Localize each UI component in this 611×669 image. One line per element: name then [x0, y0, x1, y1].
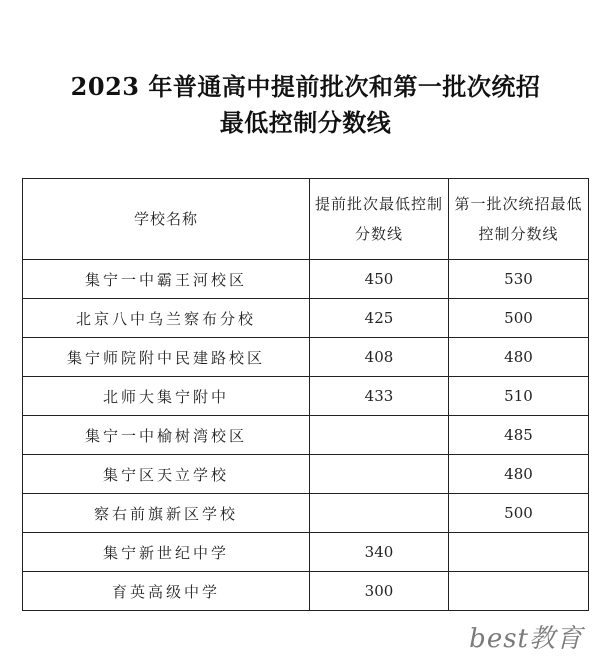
first-score-cell: 485 — [449, 416, 589, 455]
first-score-cell — [449, 533, 589, 572]
table-row — [23, 533, 589, 572]
first-score-cell: 480 — [449, 338, 589, 377]
early-score-cell: 450 — [310, 260, 449, 299]
early-score-cell: 340 — [310, 533, 449, 572]
early-score-cell: 425 — [310, 299, 449, 338]
early-score-cell: 408 — [310, 338, 449, 377]
table-header-row — [23, 179, 589, 260]
early-score-cell — [310, 494, 449, 533]
table-row — [23, 572, 589, 611]
table-row — [23, 416, 589, 455]
document-title-line-2: 最低控制分数线 — [219, 108, 392, 137]
first-score-cell: 480 — [449, 455, 589, 494]
school-name-cell: 育英高级中学 — [23, 572, 310, 611]
school-name-cell: 集宁新世纪中学 — [23, 533, 310, 572]
early-score-cell — [310, 416, 449, 455]
early-score-cell: 433 — [310, 377, 449, 416]
table-row — [23, 455, 589, 494]
table-row — [23, 377, 589, 416]
first-score-cell: 500 — [449, 494, 589, 533]
header-school-name: 学校名称 — [23, 179, 310, 260]
early-score-cell: 300 — [310, 572, 449, 611]
early-score-cell — [310, 455, 449, 494]
document-title-line-1: 2023 年普通高中提前批次和第一批次统招 — [70, 72, 541, 101]
school-name-cell: 集宁师院附中民建路校区 — [23, 338, 310, 377]
first-score-cell: 510 — [449, 377, 589, 416]
first-score-cell: 530 — [449, 260, 589, 299]
table-row — [23, 494, 589, 533]
table-row — [23, 260, 589, 299]
school-name-cell: 集宁一中榆树湾校区 — [23, 416, 310, 455]
header-first-batch: 第一批次统招最低控制分数线 — [449, 179, 589, 260]
watermark-logo: best教育 — [469, 624, 583, 654]
school-name-cell: 察右前旗新区学校 — [23, 494, 310, 533]
school-name-cell: 北师大集宁附中 — [23, 377, 310, 416]
table-row — [23, 338, 589, 377]
table-row — [23, 299, 589, 338]
first-score-cell — [449, 572, 589, 611]
first-score-cell: 500 — [449, 299, 589, 338]
school-name-cell: 北京八中乌兰察布分校 — [23, 299, 310, 338]
score-table — [22, 178, 589, 611]
school-name-cell: 集宁一中霸王河校区 — [23, 260, 310, 299]
school-name-cell: 集宁区天立学校 — [23, 455, 310, 494]
header-early-batch: 提前批次最低控制分数线 — [310, 179, 449, 260]
